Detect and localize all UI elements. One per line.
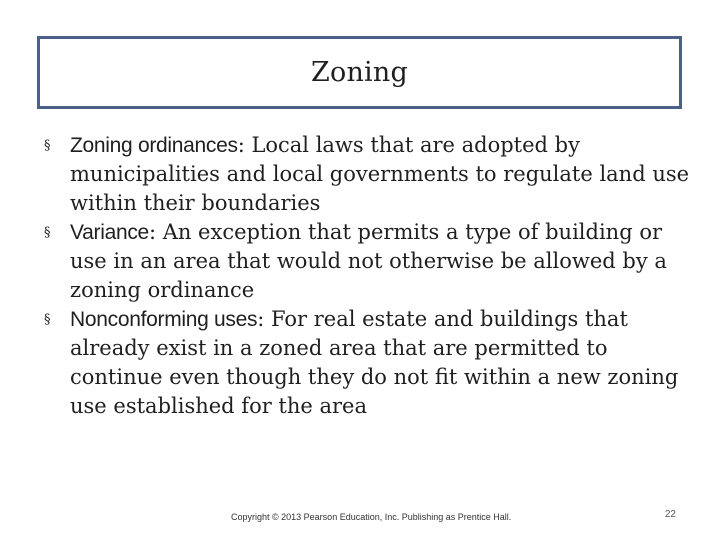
bullet-item-variance	[44, 218, 694, 305]
page-number: 22	[664, 509, 676, 520]
bullet-list	[44, 131, 694, 421]
bullet-item-nonconforming-uses	[44, 305, 694, 421]
bullet-definition: : For real estate and buildings that already exist in a zoned area that are permitted to continue even though they do not fit within a new zoning use established for the area	[70, 307, 679, 418]
bullet-definition: : An exception that permits a type of building or use in an area that would not otherwise be allowed by a zoning ordinance	[70, 220, 667, 302]
bullet-term: Variance	[70, 221, 149, 244]
bullet-item-zoning-ordinances	[44, 131, 694, 218]
bullet-marker-icon: §	[44, 225, 51, 240]
bullet-marker-icon: §	[44, 312, 51, 327]
copyright-footer: Copyright © 2013 Pearson Education, Inc. Publishing as Prentice Hall.	[231, 512, 512, 522]
bullet-term: Nonconforming uses	[70, 308, 258, 331]
bullet-definition: : Local laws that are adopted by municipalities and local governments to regulate land use within their boundaries	[70, 133, 690, 215]
bullet-term: Zoning ordinances	[70, 134, 238, 157]
title-box	[37, 36, 682, 109]
bullet-marker-icon: §	[44, 138, 51, 153]
slide-title: Zoning	[311, 57, 408, 88]
